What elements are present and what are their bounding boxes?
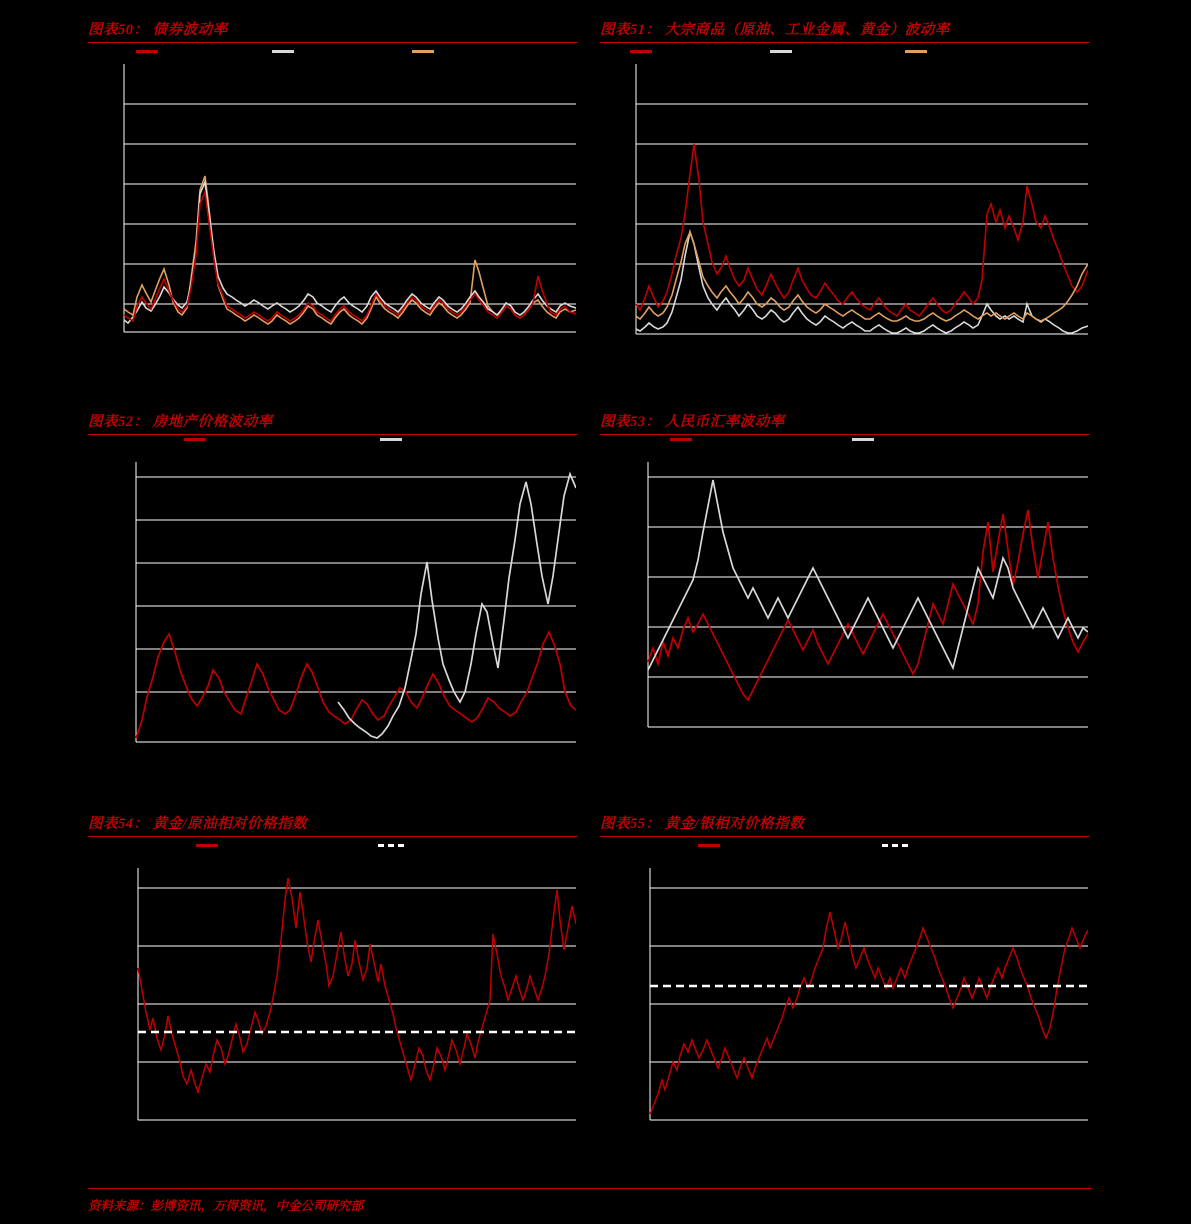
series-1-line <box>648 480 1088 670</box>
title-rule-chart50 <box>88 42 578 43</box>
chart51-svg <box>618 64 1088 364</box>
title-rule-chart51 <box>600 42 1090 43</box>
legend-swatch-0 <box>630 50 652 53</box>
legend-item-0 <box>136 50 158 53</box>
source-rule <box>88 1188 1091 1189</box>
legend-swatch-1 <box>378 844 404 847</box>
legend-swatch-2 <box>905 50 927 53</box>
chart53-svg <box>618 452 1088 762</box>
legend-item-0 <box>698 844 720 847</box>
legend-item-1 <box>380 438 402 441</box>
legend-swatch-0 <box>698 844 720 847</box>
legend-swatch-1 <box>380 438 402 441</box>
panel-title-chart50: 图表50： 债券波动率 <box>88 22 228 38</box>
legend-item-0 <box>670 438 692 441</box>
chart55-svg <box>618 858 1088 1158</box>
gridlines <box>138 888 576 1120</box>
panel-title-chart55: 图表55： 黄金/银相对价格指数 <box>600 816 805 832</box>
legend-swatch-2 <box>412 50 434 53</box>
gridlines <box>136 477 576 742</box>
legend-item-0 <box>196 844 218 847</box>
legend-swatch-0 <box>196 844 218 847</box>
series-0-line <box>124 176 576 324</box>
series-2-line <box>636 232 1088 321</box>
legend-item-1 <box>378 844 404 847</box>
panel-title-chart53: 图表53： 人民币汇率波动率 <box>600 414 785 430</box>
panel-chart51 <box>600 18 1090 373</box>
legend-swatch-1 <box>882 844 908 847</box>
series-0-line <box>138 878 576 1092</box>
panel-title-chart52: 图表52： 房地产价格波动率 <box>88 414 273 430</box>
panel-chart54 <box>88 812 578 1172</box>
legend-swatch-0 <box>184 438 206 441</box>
source-note: 资料来源：彭博资讯，万得资讯，中金公司研究部 <box>88 1199 364 1213</box>
panel-chart50 <box>88 18 578 373</box>
series-0-line <box>136 632 576 738</box>
title-rule-chart52 <box>88 434 578 435</box>
gridlines <box>636 104 1088 334</box>
legend-swatch-0 <box>670 438 692 441</box>
plot-chart52 <box>106 452 576 762</box>
panel-chart52 <box>88 410 578 770</box>
series-0-line <box>650 912 1088 1114</box>
title-rule-chart55 <box>600 836 1090 837</box>
legend-item-0 <box>630 50 652 53</box>
gridlines <box>124 104 576 332</box>
series-2-line <box>124 192 576 321</box>
legend-swatch-1 <box>852 438 874 441</box>
gridlines <box>650 888 1088 1120</box>
panel-title-chart51: 图表51： 大宗商品（原油、工业金属、黄金）波动率 <box>600 22 950 38</box>
series-0-line <box>636 144 1088 316</box>
panel-chart55 <box>600 812 1090 1172</box>
series-1-line <box>124 182 576 323</box>
plot-chart50 <box>106 64 576 364</box>
plot-chart55 <box>618 858 1088 1158</box>
legend-swatch-1 <box>272 50 294 53</box>
legend-swatch-0 <box>136 50 158 53</box>
gridlines <box>648 477 1088 727</box>
chart50-svg <box>106 64 576 364</box>
plot-chart53 <box>618 452 1088 762</box>
plot-chart54 <box>106 858 576 1158</box>
legend-item-2 <box>905 50 927 53</box>
chart52-svg <box>106 452 576 762</box>
panel-chart53 <box>600 410 1090 770</box>
legend-item-1 <box>770 50 792 53</box>
legend-item-0 <box>184 438 206 441</box>
legend-item-1 <box>852 438 874 441</box>
legend-swatch-1 <box>770 50 792 53</box>
legend-item-2 <box>412 50 434 53</box>
title-rule-chart53 <box>600 434 1090 435</box>
panel-title-chart54: 图表54： 黄金/原油相对价格指数 <box>88 816 308 832</box>
plot-chart51 <box>618 64 1088 364</box>
title-rule-chart54 <box>88 836 578 837</box>
chart54-svg <box>106 858 576 1158</box>
legend-item-1 <box>272 50 294 53</box>
legend-item-1 <box>882 844 908 847</box>
